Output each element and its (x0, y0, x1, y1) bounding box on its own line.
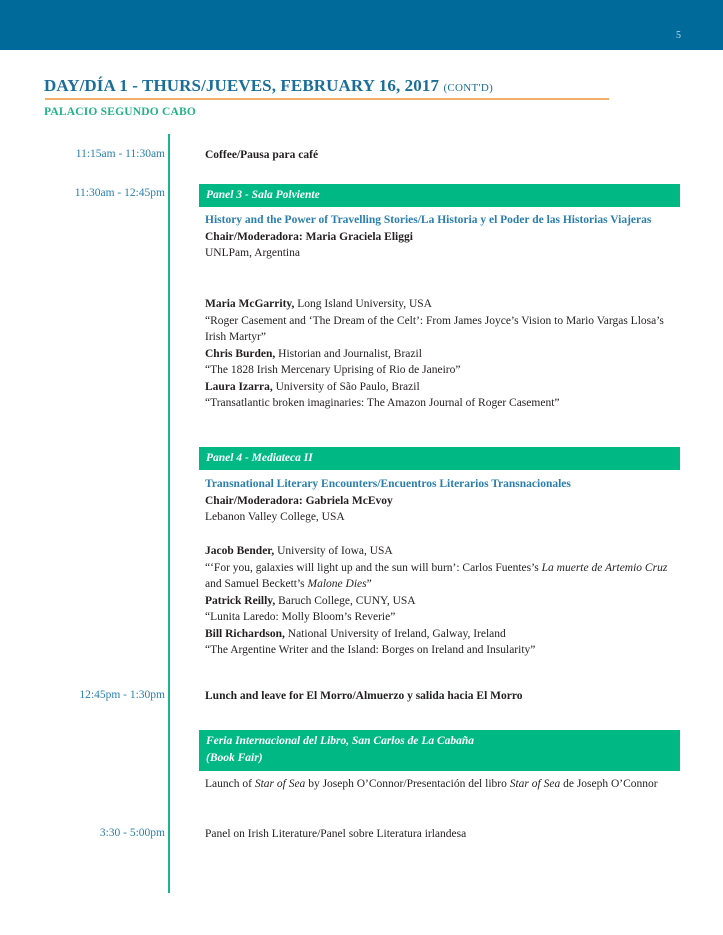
page-number: 5 (676, 30, 681, 41)
day-title-main: DAY/DÍA 1 - THURS/JUEVES, FEBRUARY 16, 2017 (44, 76, 440, 95)
paper-title: “The 1828 Irish Mercenary Uprising of Rio de Janeiro” (205, 364, 461, 376)
speaker-entry (205, 346, 675, 363)
panel-4-speakers (205, 543, 675, 659)
book-fair-subtitle: (Book Fair) (206, 751, 263, 764)
speaker-name: Bill Richardson, (205, 627, 285, 640)
speaker-affiliation: National University of Ireland, Galway, Ireland (284, 627, 506, 640)
time-slot-lunch: 12:45pm - 1:30pm (79, 689, 165, 701)
panel-4-chair-affiliation: Lebanon Valley College, USA (205, 511, 345, 523)
panel-4-session-title: Transnational Literary Encounters/Encuentros Literarios Transnacionales (205, 478, 571, 490)
launch-text: by Joseph O’Connor/Presentación del libro (305, 778, 510, 790)
speaker-name: Laura Izarra, (205, 380, 273, 393)
launch-text: Launch of (205, 778, 255, 790)
speaker-entry (205, 379, 675, 396)
book-title: Malone Dies (307, 578, 367, 590)
paper-title-text: “‘For you, galaxies will light up and the sun will burn’: Carlos Fuentes’s (205, 561, 542, 574)
irish-literature-panel: Panel on Irish Literature/Panel sobre Literatura irlandesa (205, 828, 467, 840)
speaker-affiliation: University of São Paulo, Brazil (272, 380, 420, 393)
panel-3-speakers (205, 296, 675, 412)
day-title (44, 76, 493, 96)
book-launch (205, 776, 675, 793)
timeline-rule (168, 134, 170, 893)
paper-title: “The Argentine Writer and the Island: Borges on Ireland and Insularity” (205, 644, 536, 656)
panel-4-header: Panel 4 - Mediateca II (199, 447, 680, 470)
day-title-suffix: (CONT'D) (443, 82, 494, 94)
book-fair-header (199, 730, 680, 771)
paper-title-text: and Samuel Beckett’s (205, 578, 308, 590)
time-slot-irish-lit: 3:30 - 5:00pm (99, 827, 165, 839)
speaker-name: Jacob Bender, (205, 545, 275, 557)
panel-3-chair-affiliation: UNLPam, Argentina (205, 247, 300, 259)
time-slot-coffee: 11:15am - 11:30am (75, 148, 165, 160)
panel-4-chair: Chair/Moderadora: Gabriela McEvoy (205, 494, 393, 507)
launch-text: de Joseph O’Connor (560, 778, 658, 790)
speaker-entry (205, 296, 675, 313)
speaker-entry (205, 593, 675, 610)
speaker-name: Chris Burden, (205, 347, 276, 360)
speaker-entry (205, 626, 675, 643)
paper-title: “Transatlantic broken imaginaries: The Amazon Journal of Roger Casement” (205, 397, 560, 409)
panel-3-chair: Chair/Moderadora: Maria Graciela Eliggi (205, 230, 413, 243)
speaker-affiliation: University of Iowa, USA (274, 545, 393, 557)
speaker-name: Maria McGarrity, (205, 298, 295, 310)
panel-3-session-title: History and the Power of Travelling Stories/La Historia y el Poder de las Historias Viajeras (205, 214, 652, 226)
book-launch-text (205, 776, 675, 793)
paper-title: “Roger Casement and ‘The Dream of the Celt’: From James Joyce’s Vision to Mario Vargas Llosa’s Irish Martyr” (205, 314, 664, 343)
speaker-affiliation: Long Island University, USA (294, 298, 432, 310)
book-title: Star of Sea (254, 778, 306, 790)
book-title: La muerte de Artemio Cruz (541, 561, 668, 574)
panel-3-details (205, 212, 675, 262)
lunch-entry: Lunch and leave for El Morro/Almuerzo y salida hacia El Morro (205, 690, 523, 702)
panel-4-details (205, 476, 675, 526)
coffee-break: Coffee/Pausa para café (205, 149, 319, 161)
panel-3-header: Panel 3 - Sala Polviente (199, 184, 680, 207)
speaker-name: Patrick Reilly, (205, 594, 276, 607)
time-slot-panel-3: 11:30am - 12:45pm (74, 187, 165, 199)
paper-title-text: ” (366, 578, 372, 590)
venue-heading: PALACIO SEGUNDO CABO (44, 106, 197, 118)
speaker-affiliation: Historian and Journalist, Brazil (275, 347, 422, 360)
book-fair-title: Feria Internacional del Libro, San Carlos de La Cabaña (206, 735, 475, 747)
speaker-affiliation: Baruch College, CUNY, USA (275, 594, 416, 607)
paper-title (205, 560, 675, 593)
book-title: Star of Sea (509, 778, 561, 790)
header-band (0, 0, 723, 50)
paper-title: “Lunita Laredo: Molly Bloom’s Reverie” (205, 611, 396, 623)
title-divider (45, 98, 609, 100)
speaker-entry (205, 543, 675, 560)
